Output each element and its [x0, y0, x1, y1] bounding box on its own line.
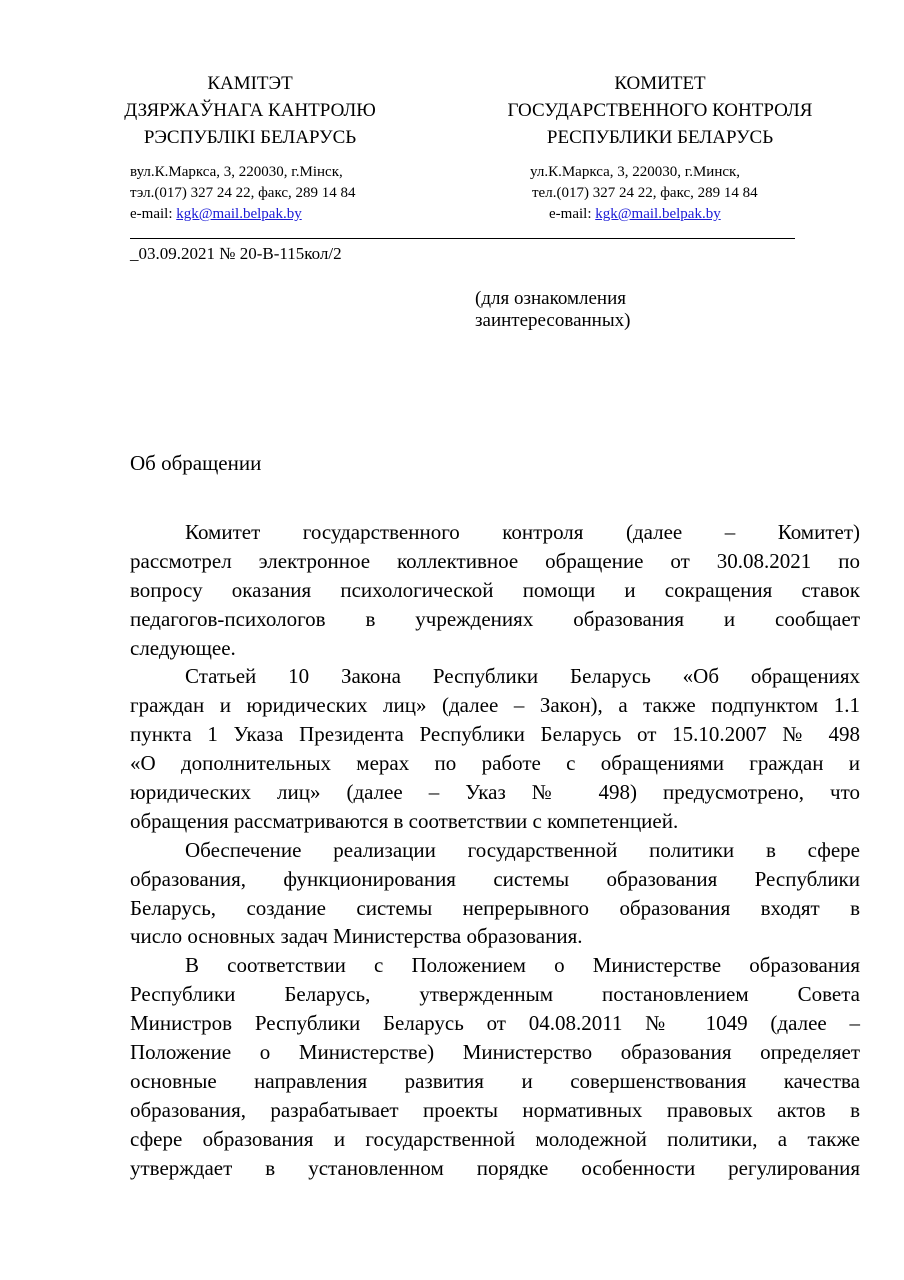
paragraph-line: Статьей 10 Закона Республики Беларусь «Об обращениях [185, 664, 860, 689]
paragraph-line: «О дополнительных мерах по работе с обращениями граждан и [130, 751, 860, 776]
paragraph [130, 518, 860, 662]
paragraph-line: следующее. [130, 635, 236, 660]
addressee-line: заинтересованных) [475, 310, 631, 331]
paragraph-line: сфере образования и государственной молодежной политики, а также [130, 1126, 860, 1151]
paragraph-line: вопросу оказания психологической помощи и сокращения ставок [130, 577, 860, 602]
paragraph-line: Положение о Министерстве) Министерство образования определяет [130, 1040, 860, 1065]
paragraph-line: Республики Беларусь, утвержденным постановлением Совета [130, 982, 860, 1007]
paragraph-line: утверждает в установленном порядке особенности регулирования [130, 1155, 860, 1180]
paragraph-line: рассмотрел электронное коллективное обращение от 30.08.2021 по [130, 548, 860, 573]
paragraph-line: образования, функционирования системы образования Республики [130, 866, 860, 891]
paragraph-line: число основных задач Министерства образования. [130, 924, 583, 949]
paragraph-line: Обеспечение реализации государственной политики в сфере [185, 837, 860, 862]
header-left-org [105, 70, 395, 151]
org-line: КОМИТЕТ [614, 73, 706, 94]
email-label: e-mail: [130, 206, 177, 222]
phone: тэл.(017) 327 24 22, факс, 289 14 84 [130, 185, 356, 201]
paragraph-line: В соответствии с Положением о Министерстве образования [185, 953, 860, 978]
paragraph-line: граждан и юридических лиц» (далее – Закон), а также подпунктом 1.1 [130, 693, 860, 718]
email-link[interactable]: kgk@mail.belpak.by [595, 206, 721, 222]
paragraph-line: образования, разрабатывает проекты нормативных правовых актов в [130, 1097, 860, 1122]
org-line: ДЗЯРЖАЎНАГА КАНТРОЛЮ [124, 100, 376, 121]
paragraph-line: педагогов-психологов в учреждениях образования и сообщает [130, 606, 860, 631]
org-line: РЕСПУБЛИКИ БЕЛАРУСЬ [546, 127, 774, 148]
addressee-line: (для ознакомления [475, 288, 626, 309]
paragraph-line: Министров Республики Беларусь от 04.08.2011 № 1049 (далее – [130, 1011, 860, 1036]
registration-number: _03.09.2021 № 20-В-115кол/2 [130, 244, 342, 263]
paragraph [130, 951, 860, 1182]
address: ул.К.Маркса, 3, 220030, г.Минск, [530, 164, 741, 180]
addressee [475, 288, 630, 332]
phone: тел.(017) 327 24 22, факс, 289 14 84 [532, 185, 758, 201]
email-link[interactable]: kgk@mail.belpak.by [176, 206, 302, 222]
email-label: e-mail: [549, 206, 596, 222]
subject: Об обращении [130, 451, 262, 475]
header-right-contacts [530, 162, 758, 225]
header-right-org [480, 70, 840, 151]
paragraph-line: Беларусь, создание системы непрерывного образования входят в [130, 895, 860, 920]
org-line: РЭСПУБЛІКІ БЕЛАРУСЬ [143, 127, 357, 148]
paragraph-line: юридических лиц» (далее – Указ № 498) предусмотрено, что [130, 780, 860, 805]
address: вул.К.Маркса, 3, 220030, г.Мінск, [130, 164, 343, 180]
paragraph-line: пункта 1 Указа Президента Республики Беларусь от 15.10.2007 № 498 [130, 722, 860, 747]
paragraph-line: основные направления развития и совершенствования качества [130, 1068, 860, 1093]
header-left-contacts [130, 162, 356, 225]
org-line: ГОСУДАРСТВЕННОГО КОНТРОЛЯ [507, 100, 813, 121]
header-divider [130, 238, 795, 239]
document-body [130, 518, 860, 1182]
paragraph-line: обращения рассматриваются в соответствии с компетенцией. [130, 808, 679, 833]
paragraph [130, 836, 860, 952]
org-line: КАМІТЭТ [207, 73, 293, 94]
paragraph [130, 662, 860, 835]
paragraph-line: Комитет государственного контроля (далее – Комитет) [185, 520, 860, 544]
